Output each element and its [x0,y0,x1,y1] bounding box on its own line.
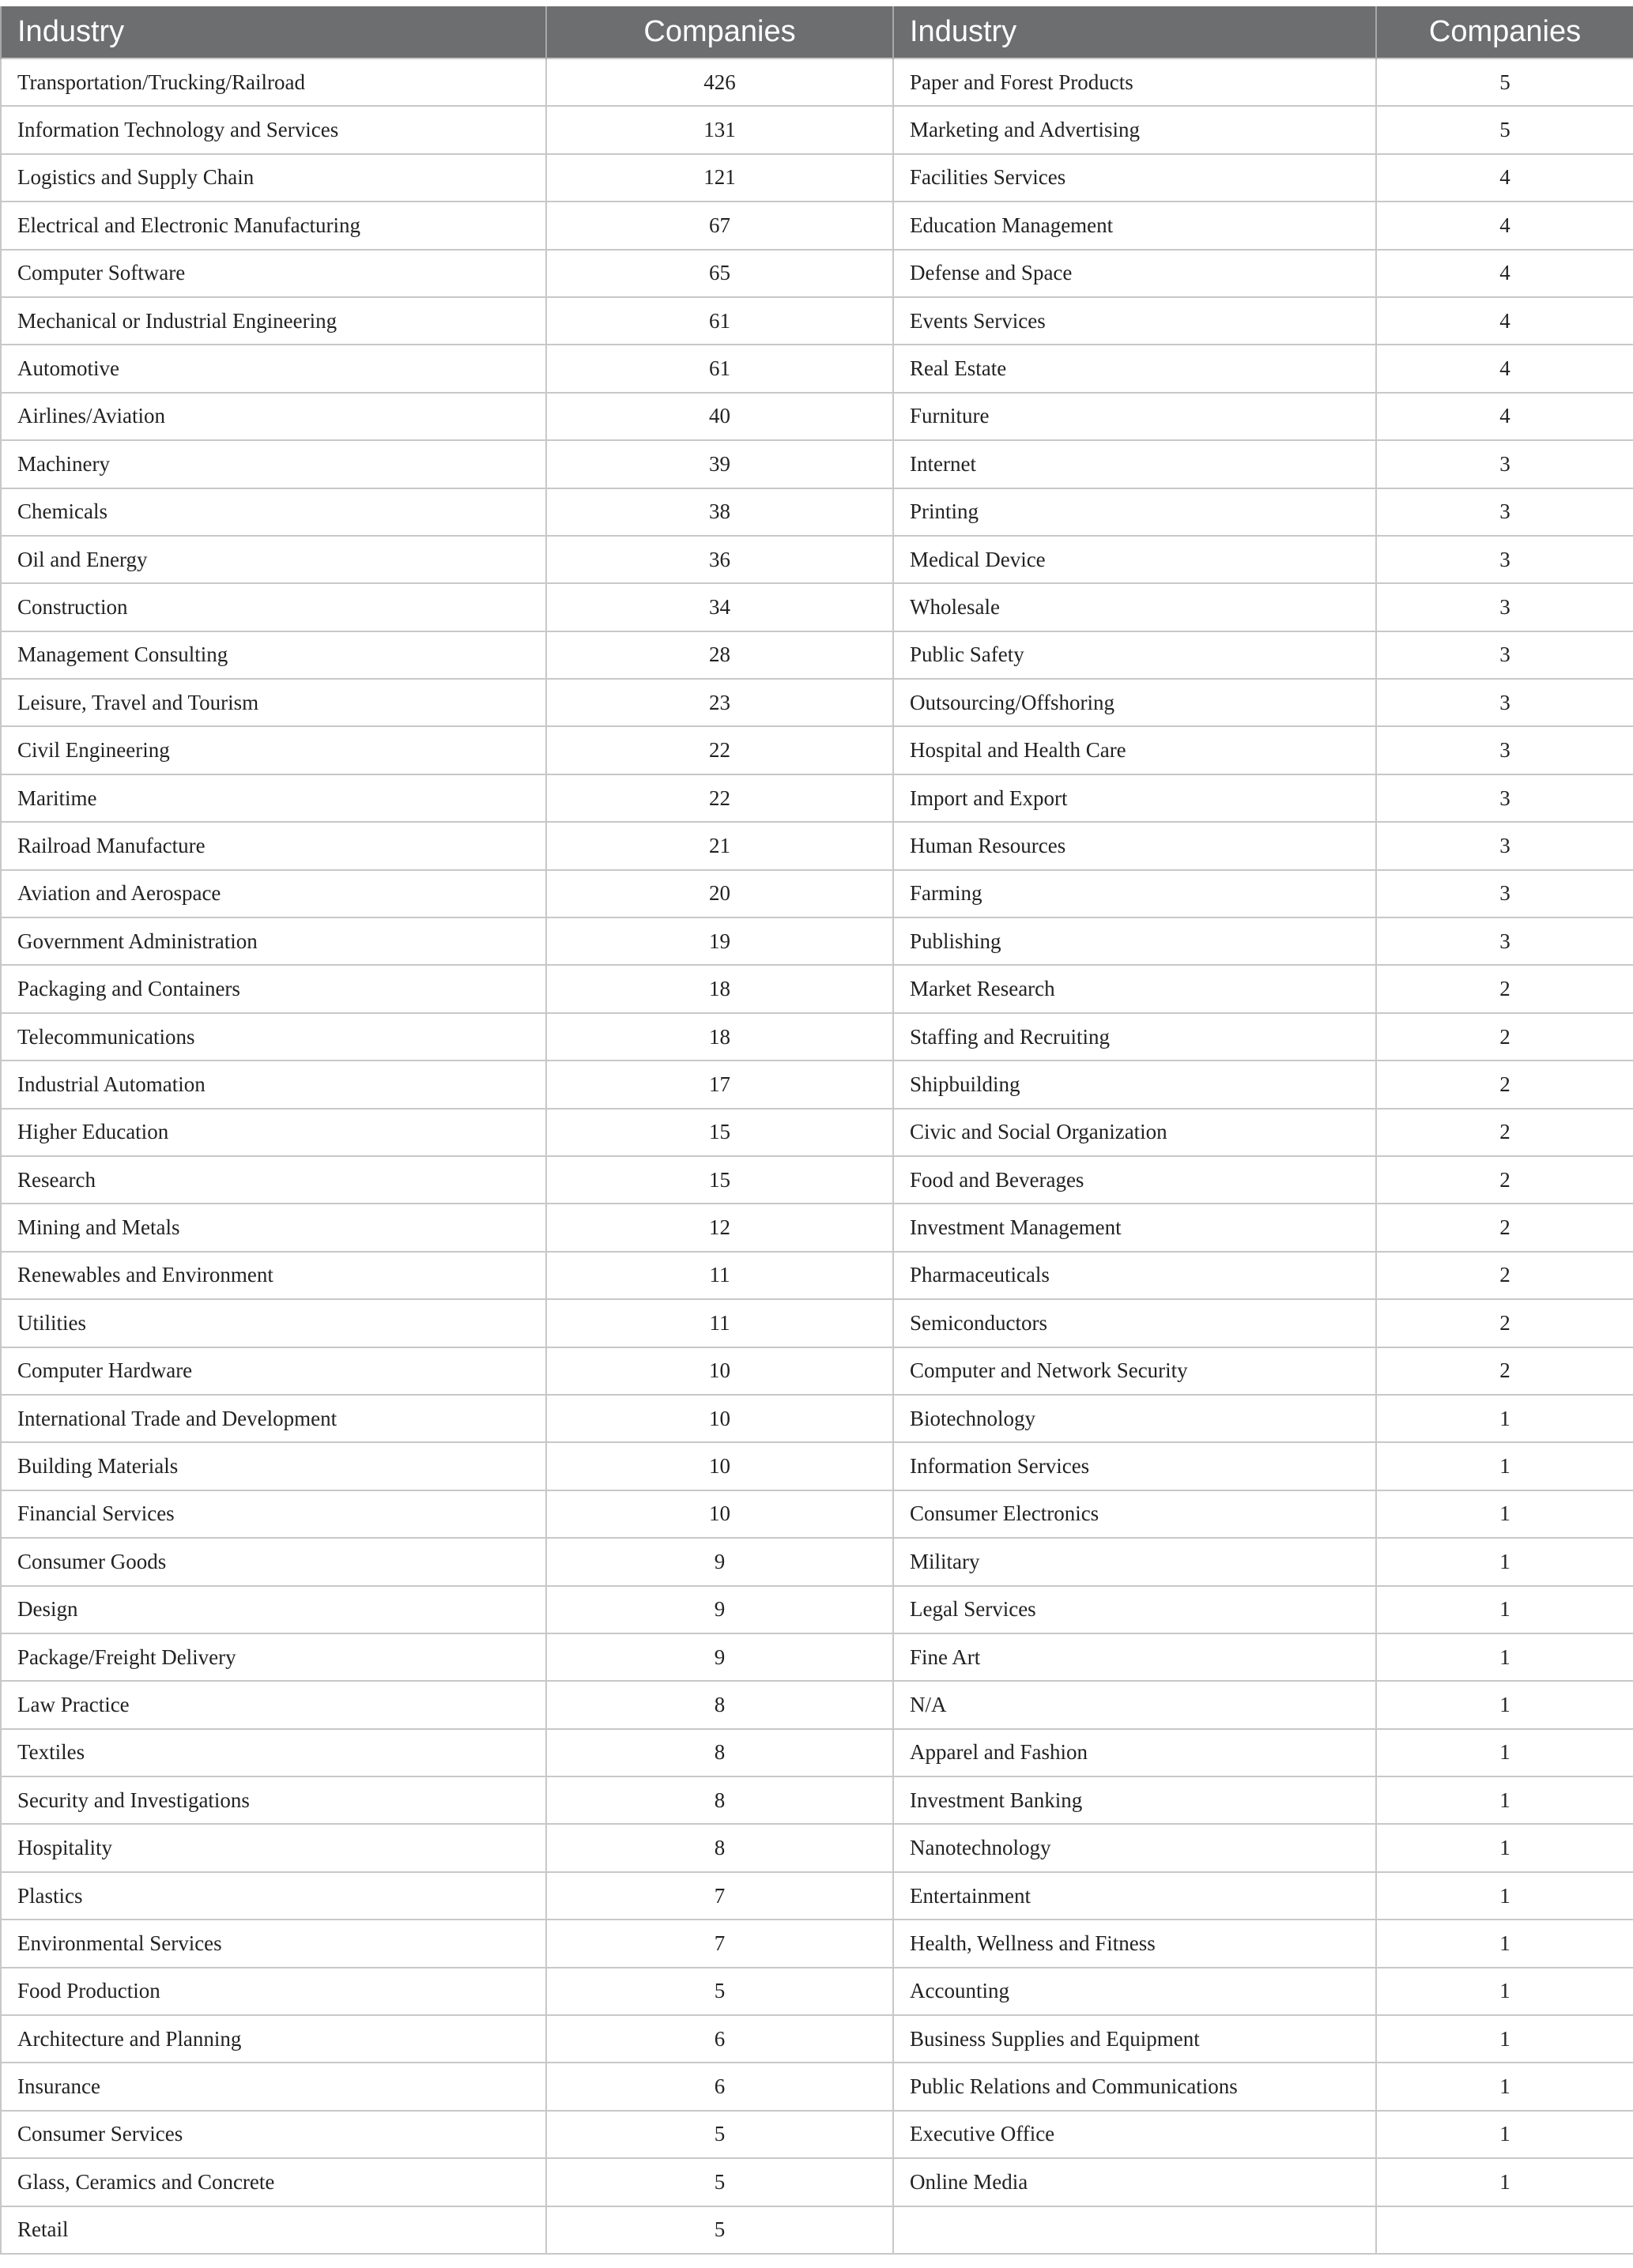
industry-right-cell: Consumer Electronics [893,1490,1376,1538]
companies-right-cell: 4 [1376,393,1633,440]
companies-left-cell: 36 [546,536,893,583]
companies-right-cell: 2 [1376,1013,1633,1061]
table-row [1,2206,1633,2254]
industry-left-cell: Information Technology and Services [1,106,546,153]
table-row [1,2063,1633,2110]
table-row [1,250,1633,297]
industry-left-cell: International Trade and Development [1,1395,546,1442]
companies-left-cell: 19 [546,917,893,965]
industry-left-cell: Chemicals [1,488,546,536]
industry-left-cell: Financial Services [1,1490,546,1538]
industry-left-cell: Airlines/Aviation [1,393,546,440]
companies-right-cell: 1 [1376,2063,1633,2110]
industry-right-cell: Outsourcing/Offshoring [893,679,1376,726]
companies-left-cell: 8 [546,1681,893,1728]
companies-left-cell: 6 [546,2063,893,2110]
industry-right-cell: Education Management [893,202,1376,249]
companies-right-cell: 1 [1376,1920,1633,1967]
table-row [1,1538,1633,1585]
industry-left-cell: Computer Hardware [1,1347,546,1395]
companies-left-cell: 18 [546,1013,893,1061]
industry-left-cell: Renewables and Environment [1,1252,546,1299]
companies-left-cell: 15 [546,1156,893,1204]
header-industry-right: Industry [893,6,1376,58]
industry-right-cell: Business Supplies and Equipment [893,2015,1376,2063]
industry-left-cell: Textiles [1,1729,546,1776]
table-row [1,631,1633,679]
industry-right-cell: Fine Art [893,1633,1376,1681]
companies-right-cell: 2 [1376,1347,1633,1395]
industry-right-cell: Shipbuilding [893,1061,1376,1108]
companies-left-cell: 18 [546,965,893,1012]
industry-right-cell: Medical Device [893,536,1376,583]
companies-left-cell: 121 [546,154,893,202]
companies-right-cell: 3 [1376,870,1633,917]
industry-left-cell: Civil Engineering [1,726,546,774]
industry-left-cell: Insurance [1,2063,546,2110]
table-row [1,1776,1633,1824]
companies-left-cell: 22 [546,774,893,822]
companies-right-cell: 2 [1376,1109,1633,1156]
industry-left-cell: Architecture and Planning [1,2015,546,2063]
industry-right-cell: Farming [893,870,1376,917]
table-row [1,2158,1633,2206]
companies-left-cell: 9 [546,1586,893,1633]
table-row [1,1061,1633,1108]
companies-left-cell: 21 [546,822,893,869]
companies-right-cell: 3 [1376,440,1633,488]
industry-left-cell: Telecommunications [1,1013,546,1061]
companies-right-cell: 1 [1376,1729,1633,1776]
companies-right-cell: 4 [1376,345,1633,392]
companies-left-cell: 23 [546,679,893,726]
companies-right-cell: 2 [1376,1252,1633,1299]
companies-left-cell: 9 [546,1538,893,1585]
industry-right-cell: Facilities Services [893,154,1376,202]
companies-right-cell: 3 [1376,631,1633,679]
industry-left-cell: Railroad Manufacture [1,822,546,869]
industry-right-cell: N/A [893,1681,1376,1728]
industry-right-cell: Biotechnology [893,1395,1376,1442]
table-row [1,1252,1633,1299]
table-row [1,1968,1633,2015]
industry-right-cell: Semiconductors [893,1299,1376,1347]
industry-right-cell: Executive Office [893,2111,1376,2158]
companies-left-cell: 38 [546,488,893,536]
industry-left-cell: Design [1,1586,546,1633]
table-row [1,870,1633,917]
companies-right-cell: 2 [1376,1299,1633,1347]
industry-left-cell: Hospitality [1,1824,546,1871]
table-row [1,536,1633,583]
industry-right-cell: Public Safety [893,631,1376,679]
industry-left-cell: Construction [1,583,546,631]
companies-left-cell: 8 [546,1729,893,1776]
table-row [1,393,1633,440]
table-row [1,1109,1633,1156]
companies-right-cell: 1 [1376,1872,1633,1920]
table-row [1,1681,1633,1728]
companies-left-cell: 39 [546,440,893,488]
industry-right-cell: Internet [893,440,1376,488]
companies-right-cell: 4 [1376,297,1633,345]
table-row [1,1156,1633,1204]
table-row [1,774,1633,822]
companies-left-cell: 8 [546,1824,893,1871]
industry-left-cell: Building Materials [1,1442,546,1490]
table-header [1,6,1633,58]
companies-left-cell: 28 [546,631,893,679]
companies-right-cell [1376,2206,1633,2254]
companies-right-cell: 4 [1376,250,1633,297]
industry-left-cell: Oil and Energy [1,536,546,583]
table-row [1,106,1633,153]
companies-right-cell: 1 [1376,1681,1633,1728]
industry-left-cell: Mining and Metals [1,1204,546,1251]
companies-right-cell: 1 [1376,2015,1633,2063]
companies-right-cell: 2 [1376,1061,1633,1108]
companies-right-cell: 1 [1376,1824,1633,1871]
industry-right-cell: Publishing [893,917,1376,965]
industry-right-cell [893,2206,1376,2254]
table-row [1,917,1633,965]
table-row [1,1442,1633,1490]
table-row [1,1824,1633,1871]
industry-left-cell: Logistics and Supply Chain [1,154,546,202]
industry-left-cell: Security and Investigations [1,1776,546,1824]
table-row [1,726,1633,774]
companies-left-cell: 40 [546,393,893,440]
industry-right-cell: Apparel and Fashion [893,1729,1376,1776]
table-row [1,2015,1633,2063]
industry-left-cell: Food Production [1,1968,546,2015]
table-row [1,1490,1633,1538]
header-companies-left: Companies [546,6,893,58]
header-industry-left: Industry [1,6,546,58]
companies-left-cell: 131 [546,106,893,153]
industry-right-cell: Food and Beverages [893,1156,1376,1204]
industry-left-cell: Machinery [1,440,546,488]
companies-left-cell: 34 [546,583,893,631]
companies-right-cell: 2 [1376,965,1633,1012]
industry-right-cell: Human Resources [893,822,1376,869]
industry-right-cell: Information Services [893,1442,1376,1490]
companies-left-cell: 5 [546,2158,893,2206]
industry-right-cell: Import and Export [893,774,1376,822]
industry-right-cell: Furniture [893,393,1376,440]
companies-right-cell: 3 [1376,917,1633,965]
table-row [1,1633,1633,1681]
companies-left-cell: 5 [546,1968,893,2015]
table-row [1,1204,1633,1251]
industry-left-cell: Retail [1,2206,546,2254]
header-companies-right: Companies [1376,6,1633,58]
companies-left-cell: 10 [546,1395,893,1442]
companies-right-cell: 2 [1376,1204,1633,1251]
industry-right-cell: Health, Wellness and Fitness [893,1920,1376,1967]
industry-right-cell: Events Services [893,297,1376,345]
industry-left-cell: Glass, Ceramics and Concrete [1,2158,546,2206]
industry-left-cell: Package/Freight Delivery [1,1633,546,1681]
companies-left-cell: 9 [546,1633,893,1681]
companies-left-cell: 10 [546,1442,893,1490]
industry-left-cell: Consumer Goods [1,1538,546,1585]
industry-left-cell: Mechanical or Industrial Engineering [1,297,546,345]
table-row [1,1586,1633,1633]
table-row [1,965,1633,1012]
industry-right-cell: Hospital and Health Care [893,726,1376,774]
companies-right-cell: 3 [1376,488,1633,536]
table-row [1,679,1633,726]
companies-right-cell: 3 [1376,679,1633,726]
table-row [1,345,1633,392]
companies-left-cell: 67 [546,202,893,249]
companies-right-cell: 1 [1376,2158,1633,2206]
companies-left-cell: 426 [546,58,893,106]
companies-left-cell: 12 [546,1204,893,1251]
table-row [1,440,1633,488]
companies-left-cell: 65 [546,250,893,297]
industry-left-cell: Maritime [1,774,546,822]
companies-left-cell: 22 [546,726,893,774]
table-row [1,2111,1633,2158]
companies-left-cell: 10 [546,1490,893,1538]
industry-companies-table [0,6,1633,2255]
industry-left-cell: Government Administration [1,917,546,965]
industry-right-cell: Pharmaceuticals [893,1252,1376,1299]
table-row [1,154,1633,202]
companies-right-cell: 1 [1376,1633,1633,1681]
companies-right-cell: 4 [1376,154,1633,202]
industry-right-cell: Legal Services [893,1586,1376,1633]
table-row [1,1395,1633,1442]
table-row [1,488,1633,536]
companies-right-cell: 3 [1376,583,1633,631]
header-row [1,6,1633,58]
companies-left-cell: 7 [546,1872,893,1920]
industry-left-cell: Higher Education [1,1109,546,1156]
industry-left-cell: Aviation and Aerospace [1,870,546,917]
industry-left-cell: Computer Software [1,250,546,297]
companies-right-cell: 1 [1376,1538,1633,1585]
industry-right-cell: Military [893,1538,1376,1585]
industry-right-cell: Paper and Forest Products [893,58,1376,106]
table-row [1,297,1633,345]
companies-left-cell: 7 [546,1920,893,1967]
companies-right-cell: 1 [1376,1586,1633,1633]
industry-left-cell: Leisure, Travel and Tourism [1,679,546,726]
industry-left-cell: Industrial Automation [1,1061,546,1108]
table-row [1,58,1633,106]
industry-left-cell: Consumer Services [1,2111,546,2158]
table-row [1,822,1633,869]
table-row [1,1347,1633,1395]
companies-right-cell: 3 [1376,726,1633,774]
companies-left-cell: 20 [546,870,893,917]
companies-left-cell: 10 [546,1347,893,1395]
companies-left-cell: 11 [546,1252,893,1299]
companies-right-cell: 1 [1376,1395,1633,1442]
companies-right-cell: 4 [1376,202,1633,249]
table-row [1,583,1633,631]
industry-left-cell: Law Practice [1,1681,546,1728]
companies-right-cell: 3 [1376,774,1633,822]
industry-left-cell: Research [1,1156,546,1204]
industry-right-cell: Staffing and Recruiting [893,1013,1376,1061]
industry-left-cell: Management Consulting [1,631,546,679]
companies-left-cell: 61 [546,297,893,345]
industry-left-cell: Automotive [1,345,546,392]
companies-left-cell: 6 [546,2015,893,2063]
industry-right-cell: Nanotechnology [893,1824,1376,1871]
companies-right-cell: 2 [1376,1156,1633,1204]
companies-right-cell: 1 [1376,1490,1633,1538]
industry-right-cell: Defense and Space [893,250,1376,297]
companies-right-cell: 3 [1376,536,1633,583]
industry-right-cell: Wholesale [893,583,1376,631]
table-row [1,202,1633,249]
table-row [1,1729,1633,1776]
table-row [1,1920,1633,1967]
industry-right-cell: Online Media [893,2158,1376,2206]
industry-right-cell: Public Relations and Communications [893,2063,1376,2110]
companies-right-cell: 5 [1376,106,1633,153]
companies-left-cell: 11 [546,1299,893,1347]
industry-right-cell: Investment Banking [893,1776,1376,1824]
industry-left-cell: Plastics [1,1872,546,1920]
industry-left-cell: Environmental Services [1,1920,546,1967]
companies-left-cell: 5 [546,2206,893,2254]
industry-right-cell: Marketing and Advertising [893,106,1376,153]
companies-left-cell: 17 [546,1061,893,1108]
companies-right-cell: 1 [1376,1776,1633,1824]
table-row [1,1872,1633,1920]
companies-right-cell: 5 [1376,58,1633,106]
companies-right-cell: 1 [1376,1442,1633,1490]
industry-right-cell: Investment Management [893,1204,1376,1251]
industry-right-cell: Accounting [893,1968,1376,2015]
industry-left-cell: Packaging and Containers [1,965,546,1012]
companies-right-cell: 3 [1376,822,1633,869]
companies-left-cell: 5 [546,2111,893,2158]
industry-right-cell: Printing [893,488,1376,536]
companies-right-cell: 1 [1376,1968,1633,2015]
companies-left-cell: 61 [546,345,893,392]
industry-right-cell: Market Research [893,965,1376,1012]
companies-left-cell: 8 [546,1776,893,1824]
industry-right-cell: Entertainment [893,1872,1376,1920]
industry-right-cell: Civic and Social Organization [893,1109,1376,1156]
industry-right-cell: Computer and Network Security [893,1347,1376,1395]
companies-right-cell: 1 [1376,2111,1633,2158]
industry-left-cell: Transportation/Trucking/Railroad [1,58,546,106]
industry-left-cell: Utilities [1,1299,546,1347]
table-body [1,58,1633,2254]
industry-right-cell: Real Estate [893,345,1376,392]
table-row [1,1299,1633,1347]
companies-left-cell: 15 [546,1109,893,1156]
table-row [1,1013,1633,1061]
industry-left-cell: Electrical and Electronic Manufacturing [1,202,546,249]
